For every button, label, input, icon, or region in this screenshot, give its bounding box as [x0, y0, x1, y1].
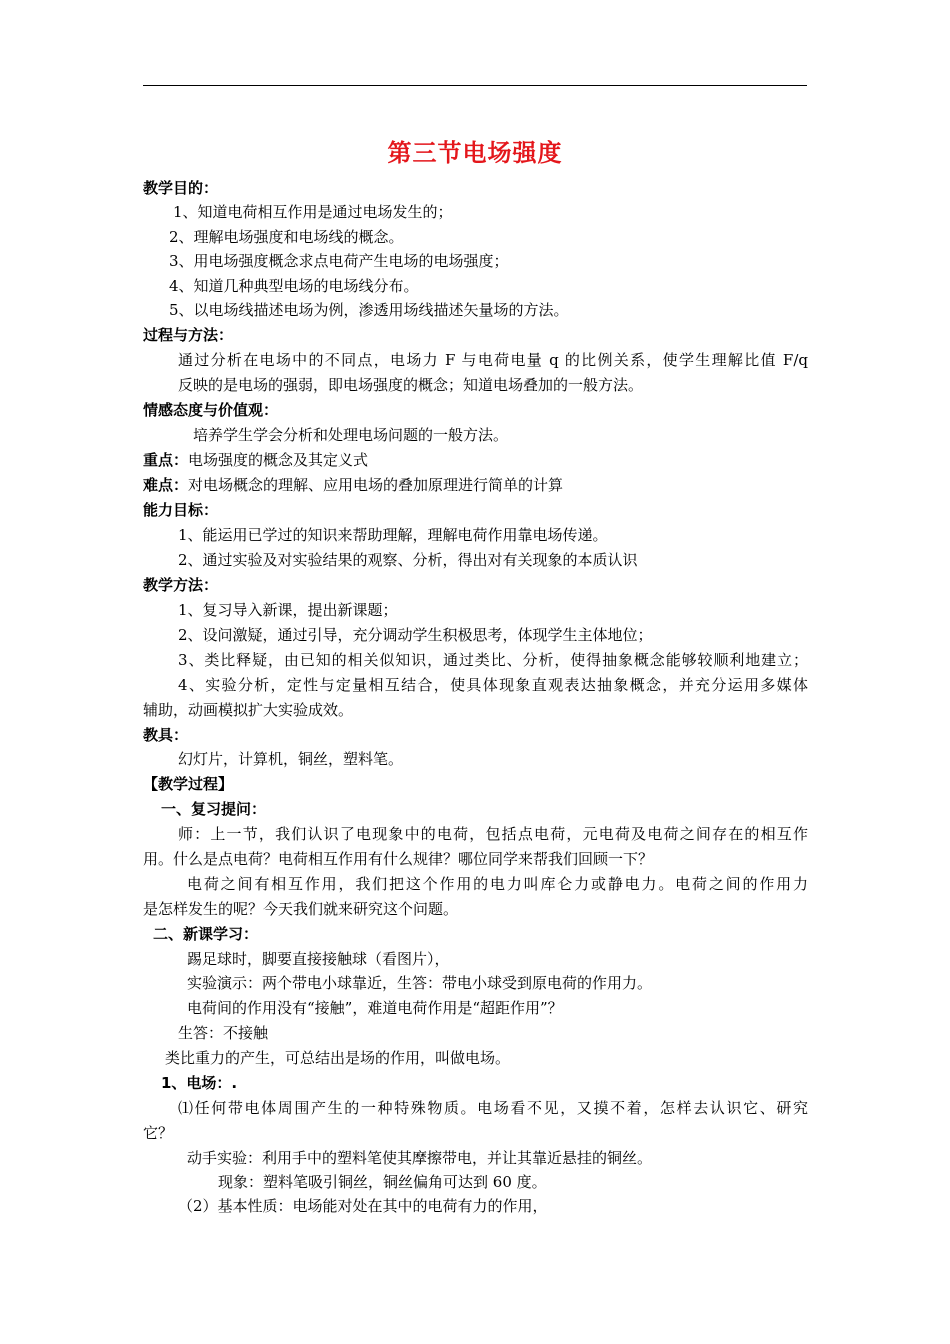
new-lesson-heading: 二、新课学习：	[153, 925, 259, 943]
attitude-text: 培养学生学会分析和处理电场问题的一般方法。	[193, 426, 509, 444]
field-nature: （2）基本性质：电场能对处在其中的电荷有力的作用，	[178, 1197, 548, 1215]
tools-heading: 教具：	[143, 726, 189, 744]
objectives-heading: 教学目的：	[143, 179, 219, 197]
objective-item: 2、理解电场强度和电场线的概念。	[169, 228, 404, 246]
review-heading: 一、复习提问：	[161, 800, 267, 818]
method-item: 1、复习导入新课，提出新课题；	[178, 601, 398, 619]
header-rule	[143, 85, 807, 86]
objective-item: 3、用电场强度概念求点电荷产生电场的电场强度；	[169, 252, 509, 270]
method-item: 4、实验分析，定性与定量相互结合，使具体现象直观表达抽象概念，并充分运用多媒体	[178, 676, 808, 694]
process-section-title: 【教学过程】	[143, 775, 234, 793]
ability-item: 1、能运用已学过的知识来帮助理解，理解电荷作用靠电场传递。	[178, 526, 608, 544]
methods-heading: 教学方法：	[143, 576, 219, 594]
method-item-continued: 辅助，动画模拟扩大实验成效。	[143, 701, 354, 719]
new-lesson-line: 类比重力的产生，可总结出是场的作用，叫做电场。	[165, 1049, 511, 1067]
key-point-label: 重点：	[143, 451, 189, 469]
review-paragraph-line: 是怎样发生的呢？今天我们就来研究这个问题。	[143, 900, 459, 918]
difficulty	[143, 475, 563, 495]
difficulty-text: 对电场概念的理解、应用电场的叠加原理进行简单的计算	[188, 476, 564, 494]
field-experiment: 动手实验：利用手中的塑料笔使其摩擦带电，并让其靠近悬挂的铜丝。	[187, 1149, 653, 1167]
process-text-line2: 反映的是电场的强弱，即电场强度的概念；知道电场叠加的一般方法。	[178, 376, 644, 394]
ability-item: 2、通过实验及对实验结果的观察、分析，得出对有关现象的本质认识	[178, 551, 638, 569]
review-paragraph-line: 用。什么是点电荷？电荷相互作用有什么规律？哪位同学来帮我们回顾一下？	[143, 850, 654, 868]
tools-text: 幻灯片，计算机，铜丝，塑料笔。	[178, 750, 404, 768]
attitude-heading: 情感态度与价值观：	[143, 401, 279, 419]
new-lesson-line: 实验演示：两个带电小球靠近，生答：带电小球受到原电荷的作用力。	[187, 974, 653, 992]
process-heading: 过程与方法：	[143, 326, 234, 344]
objective-item: 5、以电场线描述电场为例，渗透用场线描述矢量场的方法。	[169, 301, 569, 319]
new-lesson-line: 电荷间的作用没有“接触”，难道电荷作用是“超距作用”？	[187, 999, 563, 1017]
field-paragraph-line: 它？	[143, 1124, 174, 1142]
key-point	[143, 450, 368, 470]
new-lesson-line: 生答：不接触	[178, 1024, 269, 1042]
method-item: 2、设问激疑，通过引导，充分调动学生积极思考，体现学生主体地位；	[178, 626, 653, 644]
field-phenomenon: 现象：塑料笔吸引铜丝，铜丝偏角可达到 60 度。	[218, 1173, 547, 1191]
difficulty-label: 难点：	[143, 476, 189, 494]
objective-item: 1、知道电荷相互作用是通过电场发生的；	[173, 203, 453, 221]
objective-item: 4、知道几种典型电场的电场线分布。	[169, 277, 419, 295]
ability-heading: 能力目标：	[143, 501, 219, 519]
new-lesson-line: 踢足球时，脚要直接接触球（看图片），	[187, 950, 450, 968]
review-paragraph-line: 电荷之间有相互作用，我们把这个作用的电力叫库仑力或静电力。电荷之间的作用力	[187, 875, 808, 893]
review-paragraph-line: 师：上一节，我们认识了电现象中的电荷，包括点电荷，元电荷及电荷之间存在的相互作	[178, 825, 808, 843]
field-paragraph-line: ⑴任何带电体周围产生的一种特殊物质。电场看不见，又摸不着，怎样去认识它、研究	[178, 1099, 808, 1117]
field-heading: 1、电场：.	[161, 1074, 238, 1092]
page-title: 第三节电场强度	[387, 139, 563, 167]
method-item: 3、类比释疑，由已知的相关似知识，通过类比、分析，使得抽象概念能够较顺利地建立；	[178, 651, 808, 669]
process-text-line1: 通过分析在电场中的不同点，电场力 F 与电荷电量 q 的比例关系，使学生理解比值 F/q	[178, 351, 808, 369]
key-point-text: 电场强度的概念及其定义式	[188, 451, 369, 469]
